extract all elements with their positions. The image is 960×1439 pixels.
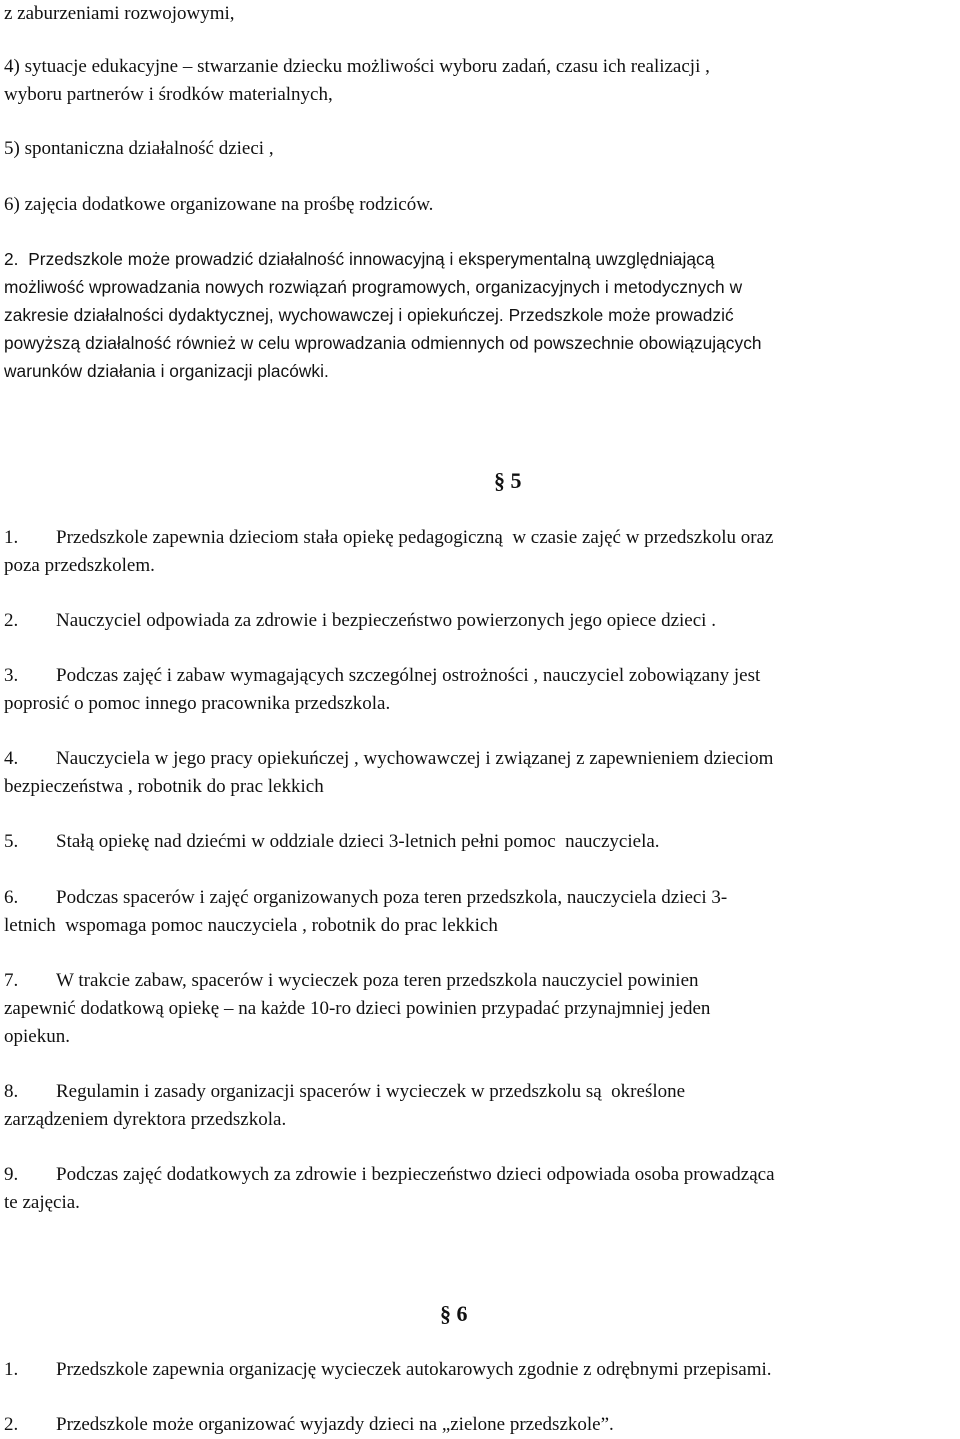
item-text: Stałą opiekę nad dziećmi w oddziale dzieci 3-letnich pełni pomoc nauczyciela. — [56, 831, 660, 852]
text-line: możliwość wprowadzania nowych rozwiązań programowych, organizacyjnych i metodycznych w — [4, 277, 743, 297]
list-item-continuation: opiekun. — [4, 1026, 70, 1047]
item-number: 6. — [4, 887, 19, 908]
item-text: Nauczyciel odpowiada za zdrowie i bezpieczeństwo powierzonych jego opiece dzieci . — [56, 610, 716, 631]
item-number: 1. — [4, 1359, 19, 1380]
list-item — [4, 884, 727, 912]
text-line: z zaburzeniami rozwojowymi, — [4, 3, 235, 24]
list-item — [4, 967, 699, 995]
text-line: 4) sytuacje edukacyjne – stwarzanie dziecku możliwości wyboru zadań, czasu ich realizacji , — [4, 56, 710, 77]
list-item-continuation: te zajęcia. — [4, 1192, 80, 1213]
item-text: Podczas zajęć dodatkowych za zdrowie i bezpieczeństwo dzieci odpowiada osoba prowadząca — [56, 1164, 775, 1185]
list-item — [4, 524, 773, 552]
list-item — [4, 828, 660, 856]
list-item — [4, 1356, 772, 1384]
text-line: zakresie działalności dydaktycznej, wychowawczej i opiekuńczej. Przedszkole może prowadzić — [4, 305, 734, 325]
item-text: W trakcie zabaw, spacerów i wycieczek poza teren przedszkola nauczyciel powinien — [56, 970, 699, 991]
list-item-continuation: poza przedszkolem. — [4, 555, 155, 576]
item-number: 3. — [4, 665, 19, 686]
list-item-continuation: zapewnić dodatkową opiekę – na każde 10-ro dzieci powinien przypadać przynajmniej jeden — [4, 998, 711, 1019]
text-line: warunków działania i organizacji placówki. — [4, 361, 329, 381]
text-line: 5) spontaniczna działalność dzieci , — [4, 138, 274, 159]
item-number: 4. — [4, 748, 19, 769]
item-text: Nauczyciela w jego pracy opiekuńczej , wychowawczej i związanej z zapewnieniem dzieciom — [56, 748, 774, 769]
item-text: Przedszkole zapewnia organizację wycieczek autokarowych zgodnie z odrębnymi przepisami. — [56, 1359, 772, 1380]
item-text: Podczas zajęć i zabaw wymagających szczególnej ostrożności , nauczyciel zobowiązany jest — [56, 665, 761, 686]
list-item — [4, 1411, 614, 1439]
list-item-continuation: poprosić o pomoc innego pracownika przedszkola. — [4, 693, 391, 714]
section-heading-6: § 6 — [440, 1301, 468, 1326]
list-item — [4, 607, 716, 635]
list-item — [4, 1161, 775, 1189]
item-number: 1. — [4, 527, 19, 548]
item-number: 8. — [4, 1081, 19, 1102]
section-heading-5: § 5 — [494, 468, 522, 493]
item-number: 5. — [4, 831, 19, 852]
list-item-continuation: zarządzeniem dyrektora przedszkola. — [4, 1109, 287, 1130]
list-item — [4, 1078, 685, 1106]
item-text: Przedszkole może organizować wyjazdy dzieci na „zielone przedszkole”. — [56, 1414, 614, 1435]
list-item — [4, 745, 773, 773]
list-item — [4, 662, 760, 690]
item-number: 2. — [4, 1414, 19, 1435]
list-item-continuation: bezpieczeństwa , robotnik do prac lekkich — [4, 776, 324, 797]
item-number: 7. — [4, 970, 19, 991]
list-item-continuation: letnich wspomaga pomoc nauczyciela , robotnik do prac lekkich — [4, 915, 498, 936]
text-line: 6) zajęcia dodatkowe organizowane na prośbę rodziców. — [4, 194, 434, 215]
text-line: powyższą działalność również w celu wprowadzania odmiennych od powszechnie obowiązujących — [4, 333, 762, 353]
text-line: wyboru partnerów i środków materialnych, — [4, 84, 333, 105]
item-number: 9. — [4, 1164, 19, 1185]
text-line: 2. Przedszkole może prowadzić działalność innowacyjną i eksperymentalną uwzględniającą — [4, 249, 715, 269]
item-text: Przedszkole zapewnia dzieciom stała opiekę pedagogiczną w czasie zajęć w przedszkolu oraz — [56, 527, 774, 548]
item-text: Regulamin i zasady organizacji spacerów i wycieczek w przedszkolu są określone — [56, 1081, 686, 1102]
item-text: Podczas spacerów i zajęć organizowanych poza teren przedszkola, nauczyciela dzieci 3- — [56, 887, 728, 908]
item-number: 2. — [4, 610, 19, 631]
